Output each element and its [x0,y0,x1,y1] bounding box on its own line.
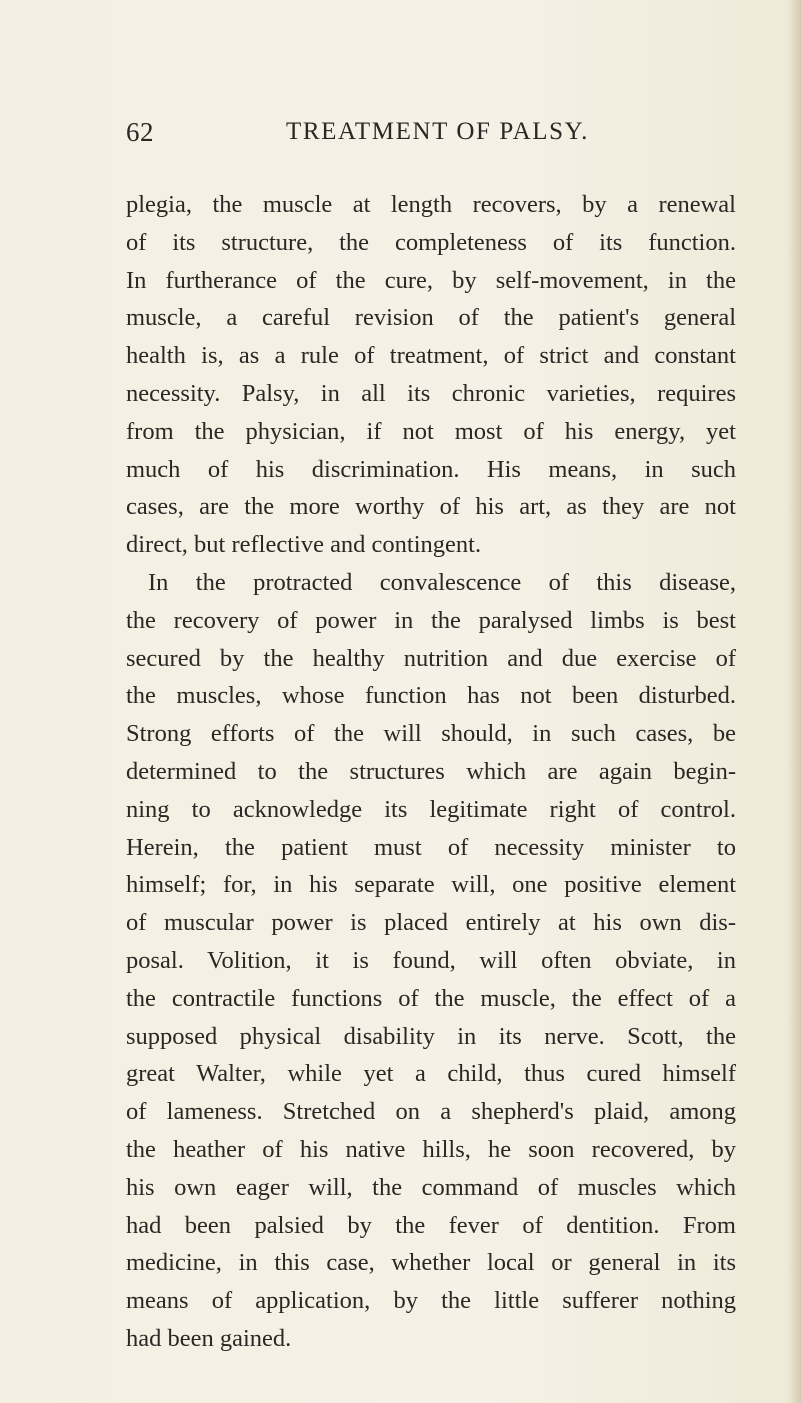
text-line: himself; for, in his separate will, one positive element [126,871,736,899]
page-edge-shadow [787,0,801,1403]
paragraph-start-line: In the protracted convalescence of this disease, [148,568,736,596]
text-line: of its structure, the completeness of its function. [126,228,736,256]
text-line: cases, are the more worthy of his art, as they are not [126,493,736,521]
text-line: supposed physical disability in its nerve. Scott, the [126,1022,736,1050]
text-line: ning to acknowledge its legitimate right of control. [126,795,736,823]
text-line: great Walter, while yet a child, thus cured himself [126,1060,736,1088]
text-line: had been palsied by the fever of dentition. From [126,1211,736,1239]
text-line: health is, as a rule of treatment, of strict and constant [126,342,736,370]
text-line: determined to the structures which are again begin- [126,757,736,785]
paragraph-end-line: direct, but reflective and contingent. [126,531,482,559]
text-line: secured by the healthy nutrition and due exercise of [126,644,736,672]
text-line: muscle, a careful revision of the patient's general [126,304,736,332]
text-line: of muscular power is placed entirely at his own dis- [126,909,736,937]
text-line: plegia, the muscle at length recovers, by a renewal [126,191,736,218]
text-line: posal. Volition, it is found, will often obviate, in [126,946,736,974]
text-line: Strong efforts of the will should, in such cases, be [126,720,736,748]
text-line: the muscles, whose function has not been disturbed. [126,682,736,710]
text-line: medicine, in this case, whether local or general in its [126,1249,736,1277]
text-line: the contractile functions of the muscle, the effect of a [126,984,736,1012]
page-number: 62 [126,117,154,147]
paragraph-end-line: had been gained. [126,1324,292,1352]
text-line: the recovery of power in the paralysed limbs is best [126,606,736,634]
running-title: TREATMENT OF PALSY. [286,118,589,145]
text-line: the heather of his native hills, he soon recovered, by [126,1135,736,1163]
text-line: much of his discrimination. His means, in such [126,455,736,483]
text-line: of lameness. Stretched on a shepherd's plaid, among [126,1098,736,1126]
text-line: Herein, the patient must of necessity minister to [126,833,736,861]
text-line: means of application, by the little sufferer nothing [126,1287,736,1315]
text-line: his own eager will, the command of muscles which [126,1173,736,1201]
running-head [126,112,726,152]
body-text [126,186,736,1358]
text-line: from the physician, if not most of his energy, yet [126,417,736,445]
text-line: In furtherance of the cure, by self-movement, in the [126,266,736,294]
text-line: necessity. Palsy, in all its chronic varieties, requires [126,379,736,407]
